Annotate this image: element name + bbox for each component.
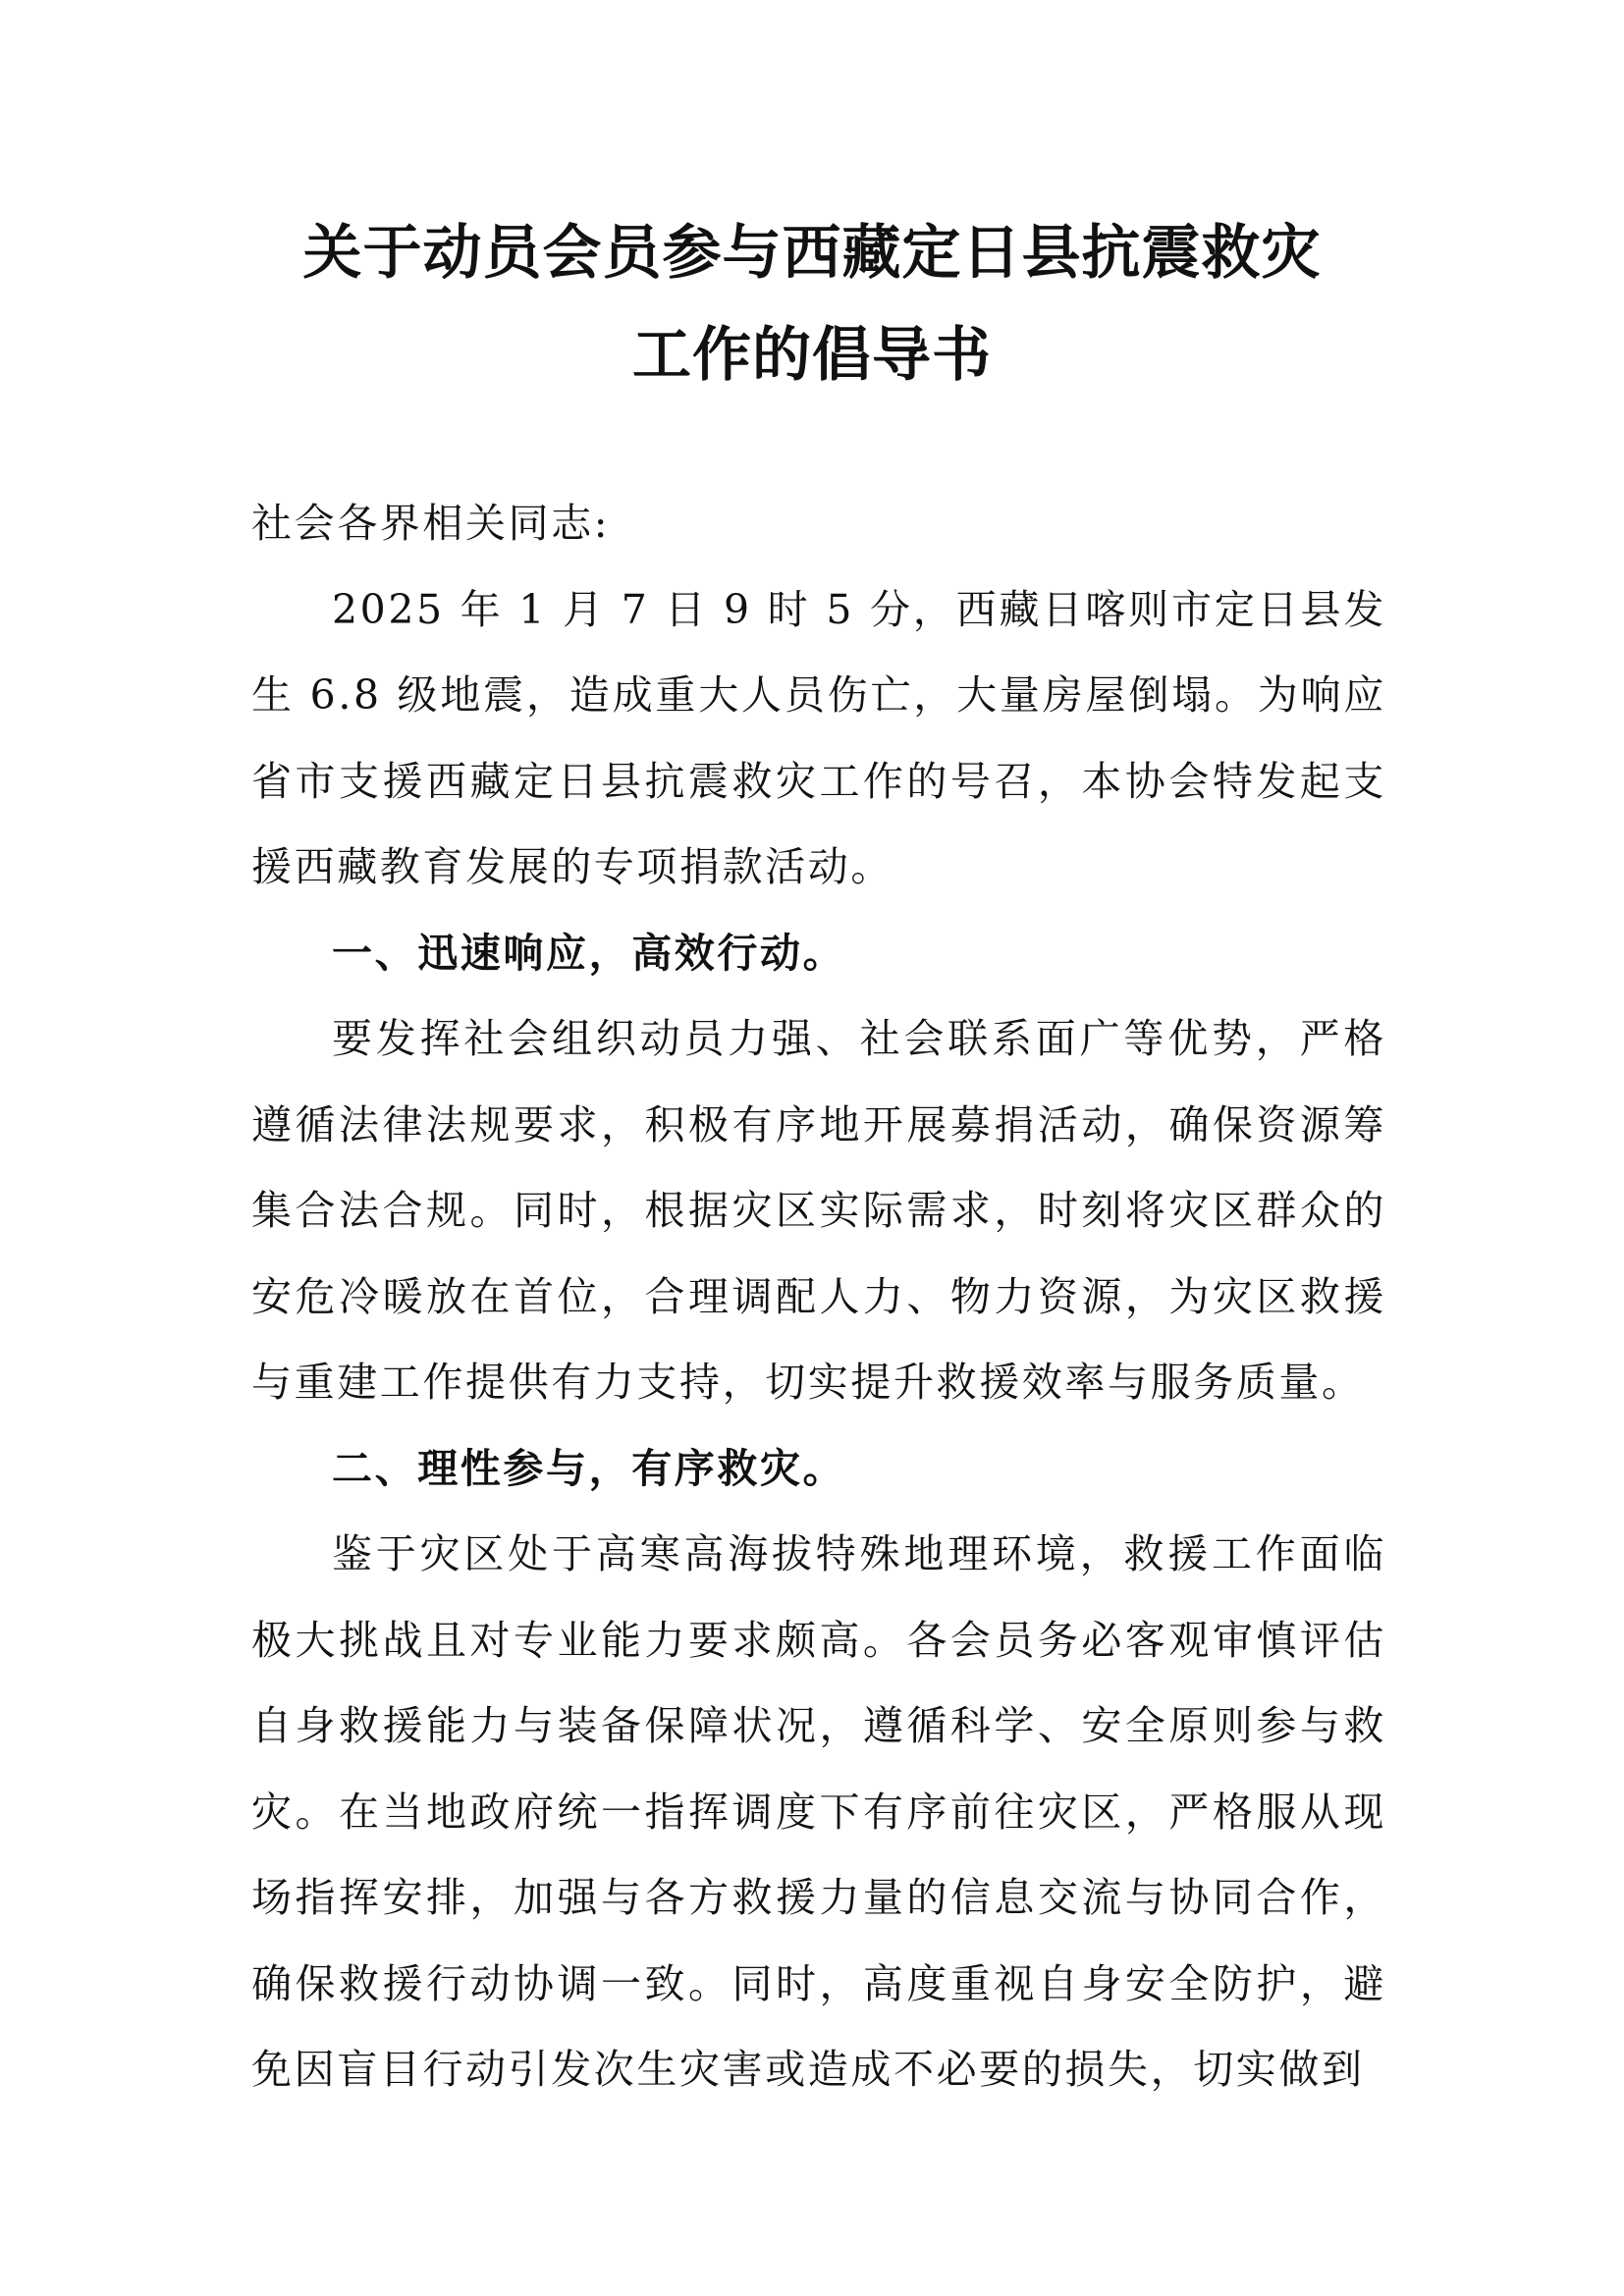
section-1-paragraph: 要发挥社会组织动员力强、社会联系面广等优势，严格遵循法律法规要求，积极有序地开展募捐活动，确保资源筹集合法合规。同时，根据灾区实际需求，时刻将灾区群众的安危冷暖放在首位，合理调配人力、物力资源，为灾区救援与重建工作提供有力支持，切实提升救援效率与服务质量。	[251, 1015, 1386, 1406]
title-line-1: 关于动员会员参与西藏定日县抗震救灾	[302, 219, 1322, 288]
title-line-2: 工作的倡导书	[632, 321, 992, 390]
intro-paragraph: 2025 年 1 月 7 日 9 时 5 分，西藏日喀则市定日县发生 6.8 级地震，造成重大人员伤亡，大量房屋倒塌。为响应省市支援西藏定日县抗震救灾工作的号召，本协会特发起支援西藏教育发展的专项捐款活动。	[251, 585, 1386, 890]
section-2-paragraph: 鉴于灾区处于高寒高海拔特殊地理环境，救援工作面临极大挑战且对专业能力要求颇高。各会员务必客观审慎评估自身救援能力与装备保障状况，遵循科学、安全原则参与救灾。在当地政府统一指挥调度下有序前往灾区，严格服从现场指挥安排，加强与各方救援力量的信息交流与协同合作，确保救援行动协调一致。同时，高度重视自身安全防护，避免因盲目行动引发次生灾害或造成不必要的损失，切实做到	[251, 1530, 1386, 2093]
document-body	[251, 481, 1386, 2113]
salutation: 社会各界相关同志:	[251, 500, 611, 547]
section-1-heading: 一、迅速响应，高效行动。	[332, 929, 846, 977]
section-2-heading: 二、理性参与，有序救灾。	[332, 1444, 846, 1492]
document-title	[196, 202, 1428, 406]
